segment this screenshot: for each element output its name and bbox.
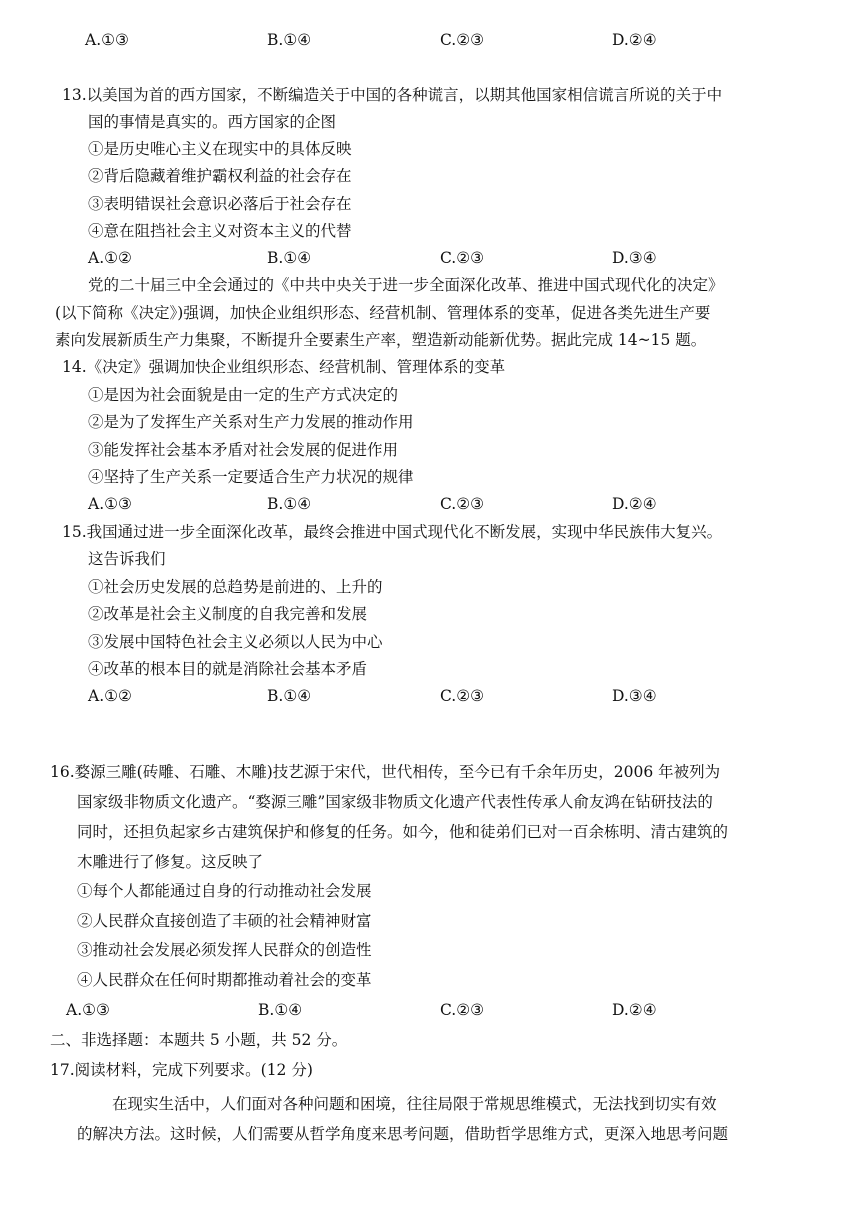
q13-option-c: C.②③: [440, 249, 485, 267]
q15-option-d: D.③④: [612, 687, 657, 705]
q15-option-c: C.②③: [440, 687, 485, 705]
q15-item-4: ④改革的根本目的就是消除社会基本矛盾: [88, 660, 368, 678]
q13-item-2: ②背后隐藏着维护霸权利益的社会存在: [88, 167, 352, 185]
passage-line2: (以下简称《决定》)强调，加快企业组织形态、经营机制、管理体系的变革，促进各类先进生产要: [55, 304, 711, 322]
q14-item-2: ②是为了发挥生产关系对生产力发展的推动作用: [88, 413, 414, 431]
q16-item-2: ②人民群众直接创造了丰硕的社会精神财富: [77, 912, 372, 930]
q15-stem-line1: 15.我国通过进一步全面深化改革，最终会推进中国式现代化不断发展，实现中华民族伟大复兴。: [62, 523, 723, 541]
q13-stem-line1: 13.以美国为首的西方国家，不断编造关于中国的各种谎言，以期其他国家相信谎言所说的关于中: [62, 86, 723, 104]
passage-line1: 党的二十届三中全会通过的《中共中央关于进一步全面深化改革、推进中国式现代化的决定》: [88, 276, 724, 294]
q12-option-c: C.②③: [440, 31, 485, 49]
q17-stem: 17.阅读材料，完成下列要求。(12 分): [50, 1061, 313, 1079]
q13-option-a: A.①②: [88, 249, 132, 267]
q17-material-line2: 的解决方法。这时候，人们需要从哲学角度来思考问题，借助哲学思维方式，更深入地思考问题: [77, 1125, 729, 1143]
q14-item-1: ①是因为社会面貌是由一定的生产方式决定的: [88, 386, 399, 404]
q16-option-d: D.②④: [612, 1001, 657, 1019]
q16-stem-line1: 16.婺源三雕(砖雕、石雕、木雕)技艺源于宋代，世代相传，至今已有千余年历史，2006 年被列为: [50, 763, 721, 781]
q13-item-3: ③表明错误社会意识必落后于社会存在: [88, 195, 352, 213]
q12-option-a: A.①③: [85, 31, 129, 49]
q13-item-4: ④意在阻挡社会主义对资本主义的代替: [88, 222, 352, 240]
q15-option-a: A.①②: [88, 687, 132, 705]
q14-item-3: ③能发挥社会基本矛盾对社会发展的促进作用: [88, 441, 399, 459]
q16-stem-line2: 国家级非物质文化遗产。“婺源三雕”国家级非物质文化遗产代表性传承人俞友鸿在钻研技法的: [77, 793, 713, 811]
q16-option-a: A.①③: [66, 1001, 110, 1019]
q13-stem-line2: 国的事情是真实的。西方国家的企图: [88, 113, 337, 131]
q12-option-b: B.①④: [267, 31, 312, 49]
q15-item-2: ②改革是社会主义制度的自我完善和发展: [88, 605, 368, 623]
q16-option-c: C.②③: [440, 1001, 485, 1019]
q15-option-b: B.①④: [267, 687, 312, 705]
q15-item-1: ①社会历史发展的总趋势是前进的、上升的: [88, 578, 383, 596]
q13-option-d: D.③④: [612, 249, 657, 267]
q16-stem-line3: 同时，还担负起家乡古建筑保护和修复的任务。如今，他和徒弟们已对一百余栋明、清古建筑的: [77, 823, 729, 841]
q14-option-d: D.②④: [612, 495, 657, 513]
q13-item-1: ①是历史唯心主义在现实中的具体反映: [88, 140, 352, 158]
q14-stem: 14.《决定》强调加快企业组织形态、经营机制、管理体系的变革: [62, 358, 506, 376]
q12-option-d: D.②④: [612, 31, 657, 49]
q13-option-b: B.①④: [267, 249, 312, 267]
q15-item-3: ③发展中国特色社会主义必须以人民为中心: [88, 633, 383, 651]
q16-item-4: ④人民群众在任何时期都推动着社会的变革: [77, 971, 372, 989]
q16-option-b: B.①④: [258, 1001, 303, 1019]
q16-item-3: ③推动社会发展必须发挥人民群众的创造性: [77, 941, 372, 959]
q16-item-1: ①每个人都能通过自身的行动推动社会发展: [77, 882, 372, 900]
q14-item-4: ④坚持了生产关系一定要适合生产力状况的规律: [88, 468, 414, 486]
passage-line3: 素向发展新质生产力集聚，不断提升全要素生产率，塑造新动能新优势。据此完成 14~15 题。: [55, 331, 707, 349]
q16-stem-line4: 木雕进行了修复。这反映了: [77, 853, 264, 871]
q17-material-line1: 在现实生活中，人们面对各种问题和困境，往往局限于常规思维模式，无法找到切实有效: [112, 1095, 717, 1113]
q15-stem-line2: 这告诉我们: [88, 550, 166, 568]
q14-option-b: B.①④: [267, 495, 312, 513]
q14-option-c: C.②③: [440, 495, 485, 513]
section-heading: 二、非选择题：本题共 5 小题，共 52 分。: [50, 1031, 348, 1049]
q14-option-a: A.①③: [88, 495, 132, 513]
